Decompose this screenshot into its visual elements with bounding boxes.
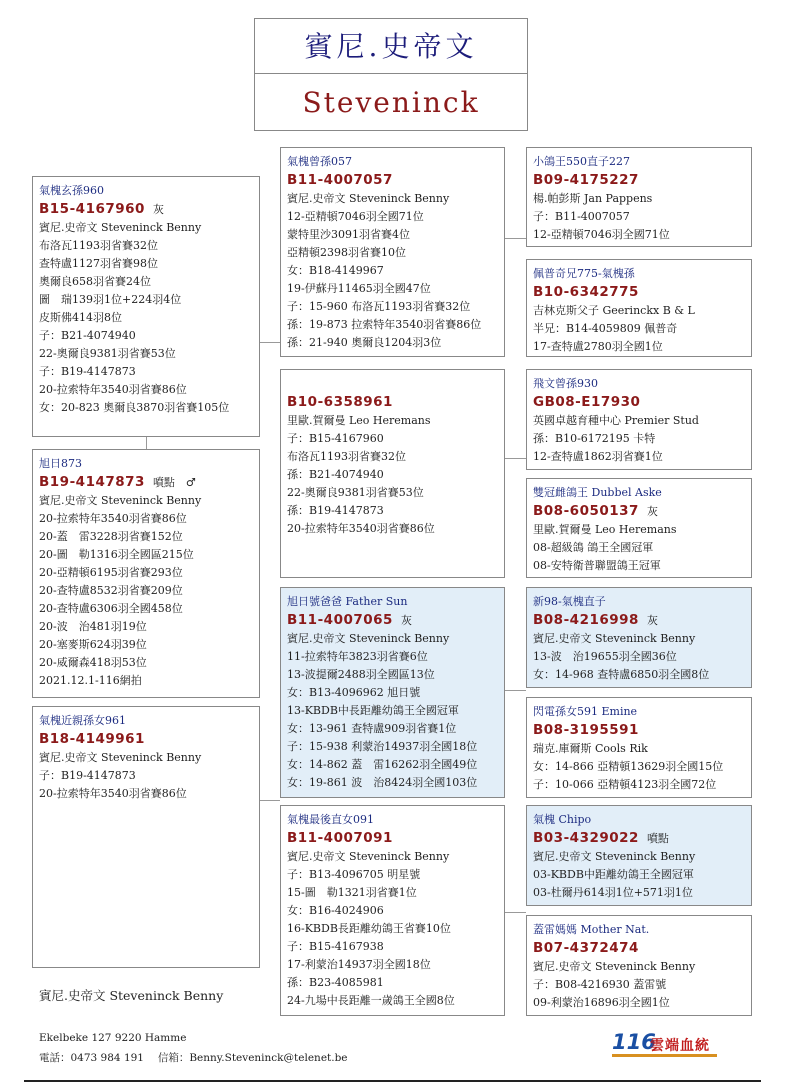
pedigree-line: 孫：19-873 拉索特年3540羽省賽86位 [287, 318, 482, 331]
connector-line [504, 458, 526, 459]
owner-address: Ekelbeke 127 9220 Hamme [39, 1032, 187, 1044]
pedigree-line: 22-奧爾良9381羽省賽53位 [39, 347, 176, 360]
pigeon-title: 氣槐 Chipo [533, 813, 592, 826]
pedigree-line: 女：B13-4096962 旭日號 [287, 686, 421, 699]
pedigree-line: 子：B21-4074940 [39, 329, 136, 342]
pigeon-title: 閃電孫女591 Emine [533, 705, 638, 718]
pigeon-card-dam-line [32, 706, 260, 968]
pedigree-line: 13-KBDB中長距離幼鴿王全國冠軍 [287, 704, 459, 717]
ring-number [533, 393, 746, 412]
pedigree-line: 12-亞精頓7046羽全國71位 [287, 210, 424, 223]
pedigree-line: 子：B15-4167960 [287, 432, 384, 445]
pedigree-line: 女：B18-4149967 [287, 264, 384, 277]
pedigree-line: 20-塞麥斯624羽39位 [39, 638, 147, 651]
pedigree-line: 瑞克.庫爾斯 Cools Rik [533, 742, 648, 755]
pigeon-card-grandsire-paternal [32, 176, 260, 437]
ring-number-text: B11-4007065 [287, 612, 393, 628]
ring-number-text: B18-4149961 [39, 731, 145, 747]
connector-line [260, 800, 280, 801]
ring-number-text: B07-4372474 [533, 940, 639, 956]
pedigree-line: 子：B19-4147873 [39, 769, 136, 782]
pigeon-card-sire-2 [280, 587, 505, 798]
ring-number [533, 611, 746, 630]
pedigree-line: 13-波 治19655羽全國36位 [533, 650, 677, 663]
ring-number-text: B08-6050137 [533, 503, 639, 519]
pedigree-line: 賓尼.史帝文 Steveninck Benny [287, 632, 450, 645]
pedigree-line: 里歐.賀爾曼 Leo Heremans [287, 414, 431, 427]
color-sex-note: 噴點 [646, 832, 669, 845]
pedigree-line: 08-超級鴿 鴿王全國冠軍 [533, 541, 654, 554]
pedigree-title-english: Steveninck [254, 74, 528, 131]
ring-number [287, 611, 499, 630]
pedigree-line: 蒙特里沙3091羽省賽4位 [287, 228, 410, 241]
pedigree-line: 賓尼.史帝文 Steveninck Benny [533, 850, 696, 863]
pedigree-line: 16-KBDB長距離幼鴿王省賽10位 [287, 922, 451, 935]
pedigree-line: 半兄：B14-4059809 佩普奇 [533, 322, 678, 335]
pedigree-line: 20-拉索特年3540羽省賽86位 [39, 787, 187, 800]
pigeon-card-ancestor-7 [526, 805, 752, 906]
pedigree-line: 子：B08-4216930 蓋雷號 [533, 978, 667, 991]
pedigree-line: 吉林克斯父子 Geerinckx B & L [533, 304, 695, 317]
pigeon-title: 氣槐玄孫960 [39, 184, 104, 197]
pedigree-line: 女：14-866 亞精頓13629羽全國15位 [533, 760, 724, 773]
pedigree-line: 楊.帕彭斯 Jan Pappens [533, 192, 653, 205]
pedigree-line: 19-伊蘇丹11465羽全國47位 [287, 282, 431, 295]
pedigree-line: 子：B11-4007057 [533, 210, 630, 223]
pedigree-line: 20-蓋 雷3228羽省賽152位 [39, 530, 183, 543]
pedigree-line: 賓尼.史帝文 Steveninck Benny [39, 221, 202, 234]
ring-number [287, 829, 499, 848]
ring-number [39, 200, 254, 219]
pedigree-line: 13-波提爾2488羽全國區13位 [287, 668, 435, 681]
pedigree-line: 子：B13-4096705 明星號 [287, 868, 421, 881]
pedigree-line: 11-拉索特年3823羽省賽6位 [287, 650, 428, 663]
ring-number [533, 502, 746, 521]
pedigree-line: 子：B19-4147873 [39, 365, 136, 378]
color-sex-note: 灰 [646, 614, 658, 627]
pedigree-line: 賓尼.史帝文 Steveninck Benny [39, 751, 202, 764]
pedigree-line: 22-奧爾良9381羽省賽53位 [287, 486, 424, 499]
pedigree-line: 子：15-960 布洛瓦1193羽省賽32位 [287, 300, 471, 313]
logo-text: 雲端血統 [650, 1038, 710, 1054]
pigeon-title: 小鴿王550直子227 [533, 155, 630, 168]
ring-number [39, 473, 254, 492]
ring-number-text: B19-4147873 [39, 474, 145, 490]
connector-line [504, 238, 526, 239]
pedigree-line: 20-查特盧6306羽全國458位 [39, 602, 183, 615]
ring-number [533, 939, 746, 958]
pedigree-line: 20-拉索特年3540羽省賽86位 [39, 512, 187, 525]
pedigree-line: 17-查特盧2780羽全國1位 [533, 340, 663, 353]
ring-number [533, 171, 746, 190]
ring-number [39, 730, 254, 749]
pigeon-card-ancestor-6 [526, 697, 752, 798]
pedigree-line: 賓尼.史帝文 Steveninck Benny [287, 192, 450, 205]
pigeon-card-ancestor-2 [526, 259, 752, 357]
pedigree-line: 圖 瑞139羽1位+224羽4位 [39, 293, 182, 306]
ring-number-text: B11-4007091 [287, 830, 393, 846]
pigeon-title: 旭日號爸爸 Father Sun [287, 595, 408, 608]
pedigree-line: 英國卓越育種中心 Premier Stud [533, 414, 699, 427]
connector-line [146, 437, 147, 449]
ring-number [533, 721, 746, 740]
owner-contact: 電話：0473 984 191 信箱：Benny.Steveninck@telenet.be [39, 1052, 348, 1064]
ring-number [533, 283, 746, 302]
pedigree-line: 查特盧1127羽省賽98位 [39, 257, 158, 270]
pedigree-line: 布洛瓦1193羽省賽32位 [287, 450, 406, 463]
pigeon-card-ancestor-1 [526, 147, 752, 247]
color-sex-note: 灰 [646, 505, 658, 518]
pedigree-line: 子：B15-4167938 [287, 940, 384, 953]
pedigree-line: 賓尼.史帝文 Steveninck Benny [287, 850, 450, 863]
ring-number [287, 393, 499, 412]
pigeon-card-dam [280, 369, 505, 578]
pedigree-line: 20-圖 勒1316羽全國區215位 [39, 548, 194, 561]
pedigree-line: 20-拉索特年3540羽省賽86位 [287, 522, 435, 535]
116-logo [612, 1030, 727, 1058]
pedigree-line: 賓尼.史帝文 Steveninck Benny [533, 632, 696, 645]
pedigree-line: 20-威爾森418羽53位 [39, 656, 147, 669]
pedigree-line: 布洛瓦1193羽省賽32位 [39, 239, 158, 252]
ring-number-text: B15-4167960 [39, 201, 145, 217]
pigeon-title: 飛文曾孫930 [533, 377, 598, 390]
pedigree-line: 孫：B23-4085981 [287, 976, 384, 989]
pedigree-line: 12-查特盧1862羽省賽1位 [533, 450, 663, 463]
pedigree-line: 2021.12.1-116網拍 [39, 674, 142, 687]
logo-underline [612, 1054, 717, 1057]
pedigree-line: 女：B16-4024906 [287, 904, 384, 917]
pedigree-line: 女：13-961 查特盧909羽省賽1位 [287, 722, 457, 735]
pigeon-card-ancestor-4 [526, 478, 752, 578]
pigeon-title: 氣槐近親孫女961 [39, 714, 126, 727]
pigeon-card-ancestor-3 [526, 369, 752, 470]
pigeon-card-subject [32, 449, 260, 698]
ring-number-text: GB08-E17930 [533, 394, 641, 410]
pedigree-line: 09-利蒙治16896羽全國1位 [533, 996, 670, 1009]
pedigree-line: 亞精頓2398羽省賽10位 [287, 246, 406, 259]
connector-line [260, 342, 280, 343]
ring-number-text: B09-4175227 [533, 172, 639, 188]
ring-number-text: B08-3195591 [533, 722, 639, 738]
pedigree-line: 子：15-938 利蒙治14937羽全國18位 [287, 740, 478, 753]
pedigree-line: 女：14-862 蓋 雷16262羽全國49位 [287, 758, 478, 771]
pedigree-line: 賓尼.史帝文 Steveninck Benny [533, 960, 696, 973]
pedigree-line: 賓尼.史帝文 Steveninck Benny [39, 494, 202, 507]
pigeon-title: 旭日873 [39, 457, 82, 470]
ring-number [533, 829, 746, 848]
pedigree-line: 15-圖 勒1321羽省賽1位 [287, 886, 417, 899]
pedigree-line: 孫：21-940 奧爾良1204羽3位 [287, 336, 442, 349]
ring-number-text: B03-4329022 [533, 830, 639, 846]
connector-line [504, 912, 526, 913]
ring-number-text: B10-6342775 [533, 284, 639, 300]
pigeon-title: 氣槐最後直女091 [287, 813, 374, 826]
pedigree-line: 24-九場中長距離一歲鴿王全國8位 [287, 994, 455, 1007]
pigeon-card-ancestor-8 [526, 915, 752, 1016]
ring-number-text: B11-4007057 [287, 172, 393, 188]
color-sex-note: 噴點 ♂ [152, 476, 196, 489]
pedigree-line: 孫：B21-4074940 [287, 468, 384, 481]
pedigree-line: 女：20-823 奧爾良3870羽省賽105位 [39, 401, 230, 414]
pedigree-line: 里歐.賀爾曼 Leo Heremans [533, 523, 677, 536]
pedigree-line: 20-查特盧8532羽省賽209位 [39, 584, 183, 597]
pigeon-title: 蓋雷媽媽 Mother Nat. [533, 923, 650, 936]
ring-number-text: B10-6358961 [287, 394, 393, 410]
pedigree-line: 17-利蒙治14937羽全國18位 [287, 958, 431, 971]
color-sex-note: 灰 [400, 614, 412, 627]
pedigree-title-chinese: 賓尼.史帝文 [254, 18, 528, 74]
logo-number: 116 [612, 1030, 656, 1054]
pedigree-line: 08-安特衛普聯盟鴿王冠軍 [533, 559, 661, 572]
ring-number [287, 171, 499, 190]
pigeon-card-dam-2 [280, 805, 505, 1016]
pedigree-line: 20-波 治481羽19位 [39, 620, 147, 633]
pedigree-line: 女：19-861 波 治8424羽全國103位 [287, 776, 478, 789]
pedigree-line: 孫：B19-4147873 [287, 504, 384, 517]
pigeon-card-ancestor-5 [526, 587, 752, 688]
pedigree-line: 皮斯佛414羽8位 [39, 311, 122, 324]
pigeon-title: 氣槐曾孫057 [287, 155, 352, 168]
pedigree-line: 奧爾良658羽省賽24位 [39, 275, 151, 288]
pedigree-line: 12-亞精頓7046羽全國71位 [533, 228, 670, 241]
pigeon-card-sire [280, 147, 505, 357]
owner-name: 賓尼.史帝文 Steveninck Benny [39, 988, 224, 1003]
bottom-rule [24, 1080, 761, 1082]
pigeon-title: 雙冠雌鴿王 Dubbel Aske [533, 486, 662, 499]
pedigree-line: 20-亞精頓6195羽省賽293位 [39, 566, 183, 579]
pedigree-line: 03-杜爾丹614羽1位+571羽1位 [533, 886, 693, 899]
connector-line [504, 690, 526, 691]
pigeon-title: 佩普奇兄775-氣槐孫 [533, 267, 635, 280]
pedigree-line: 女：14-968 查特盧6850羽全國8位 [533, 668, 710, 681]
pedigree-line: 20-拉索特年3540羽省賽86位 [39, 383, 187, 396]
ring-number-text: B08-4216998 [533, 612, 639, 628]
pedigree-line: 孫：B10-6172195 卡特 [533, 432, 656, 445]
pigeon-title: 新98-氣槐直子 [533, 595, 606, 608]
pedigree-line: 子：10-066 亞精頓4123羽全國72位 [533, 778, 717, 791]
pedigree-line: 03-KBDB中距離幼鴿王全國冠軍 [533, 868, 694, 881]
color-sex-note: 灰 [152, 203, 164, 216]
